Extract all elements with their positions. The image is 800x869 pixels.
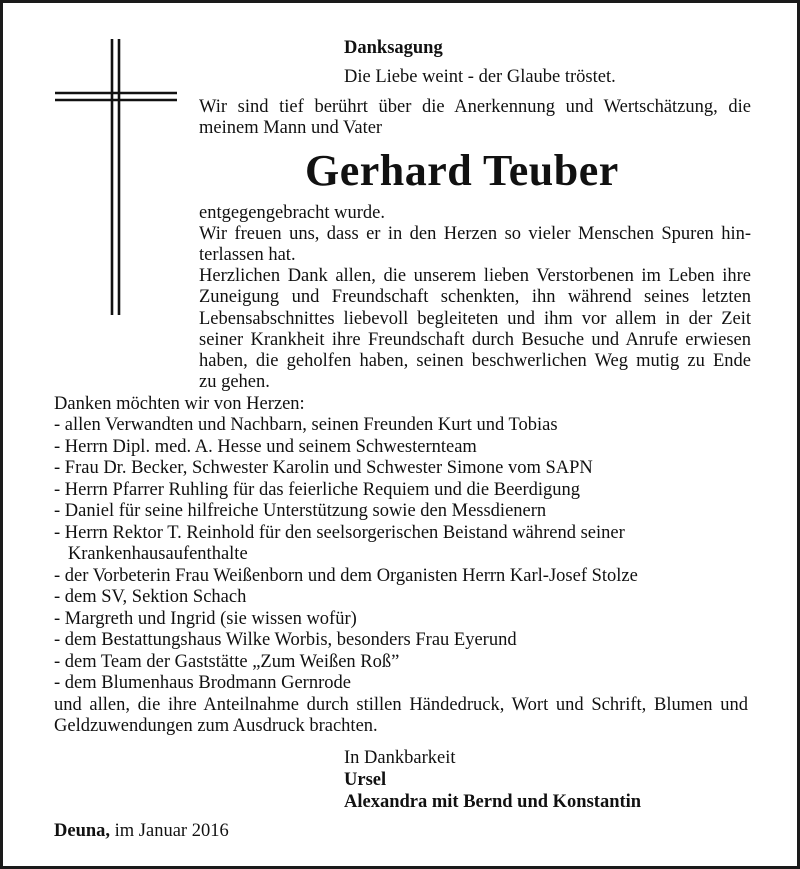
para-line: haben, die geholfen haben, seinen beschwerlichen Weg mutig zu Ende bbox=[199, 351, 751, 371]
para-line: Wir freuen uns, dass er in den Herzen so vieler Menschen Spuren hin- bbox=[199, 224, 751, 244]
intro-line: meinem Mann und Vater bbox=[199, 118, 383, 138]
list-item: - Herrn Rektor T. Reinhold für den seelsorgerischen Beistand während seiner bbox=[54, 523, 625, 543]
list-item: - Herrn Pfarrer Ruhling für das feierliche Requiem und die Beerdigung bbox=[54, 480, 581, 500]
motto: Die Liebe weint - der Glaube tröstet. bbox=[344, 67, 616, 87]
para-line: entgegengebracht wurde. bbox=[199, 203, 385, 223]
signature-greeting: In Dankbarkeit bbox=[344, 748, 456, 768]
signature-name: Alexandra mit Bernd und Konstantin bbox=[344, 792, 642, 812]
list-item: - Frau Dr. Becker, Schwester Karolin und Schwester Simone vom SAPN bbox=[54, 458, 593, 478]
list-item: - Daniel für seine hilfreiche Unterstützung sowie den Messdienern bbox=[54, 501, 547, 521]
footer-place: Deuna, bbox=[54, 821, 111, 841]
para-line: terlassen hat. bbox=[199, 245, 296, 265]
list-item: - dem Bestattungshaus Wilke Worbis, besonders Frau Eyerund bbox=[54, 630, 517, 650]
list-item: - Margreth und Ingrid (sie wissen wofür) bbox=[54, 609, 357, 629]
cross-icon bbox=[55, 39, 177, 315]
para-line: Lebensabschnittes liebevoll begleiteten und ihm vor allem in der Zeit bbox=[199, 309, 751, 329]
closing-line: Geldzuwendungen zum Ausdruck brachten. bbox=[54, 716, 378, 736]
para-line: zu gehen. bbox=[199, 372, 270, 392]
closing-line: und allen, die ihre Anteilnahme durch stillen Händedruck, Wort und Schrift, Blumen und bbox=[54, 695, 748, 715]
list-item: - dem Team der Gaststätte „Zum Weißen Roß” bbox=[54, 652, 400, 672]
deceased-name: Gerhard Teuber bbox=[305, 146, 619, 195]
list-item: - Herrn Dipl. med. A. Hesse und seinem Schwesternteam bbox=[54, 437, 477, 457]
intro-line: Wir sind tief berührt über die Anerkennung und Wertschätzung, die bbox=[199, 97, 751, 117]
signature-name: Ursel bbox=[344, 770, 387, 790]
thanks-intro: Danken möchten wir von Herzen: bbox=[54, 394, 305, 414]
list-item: Krankenhausaufenthalte bbox=[54, 544, 248, 564]
para-line: seiner Krankheit ihre Freundschaft durch Besuche und Anrufe erwiesen bbox=[199, 330, 751, 350]
footer-line bbox=[54, 821, 229, 842]
heading: Danksagung bbox=[344, 38, 443, 58]
para-line: Zuneigung und Freundschaft schenkten, ihn während seines letzten bbox=[199, 287, 751, 307]
footer-date: im Januar 2016 bbox=[114, 821, 229, 841]
list-item: - der Vorbeterin Frau Weißenborn und dem Organisten Herrn Karl-Josef Stolze bbox=[54, 566, 638, 586]
list-item: - dem Blumenhaus Brodmann Gernrode bbox=[54, 673, 351, 693]
para-line: Herzlichen Dank allen, die unserem lieben Verstorbenen im Leben ihre bbox=[199, 266, 751, 286]
list-item: - dem SV, Sektion Schach bbox=[54, 587, 247, 607]
list-item: - allen Verwandten und Nachbarn, seinen Freunden Kurt und Tobias bbox=[54, 415, 558, 435]
